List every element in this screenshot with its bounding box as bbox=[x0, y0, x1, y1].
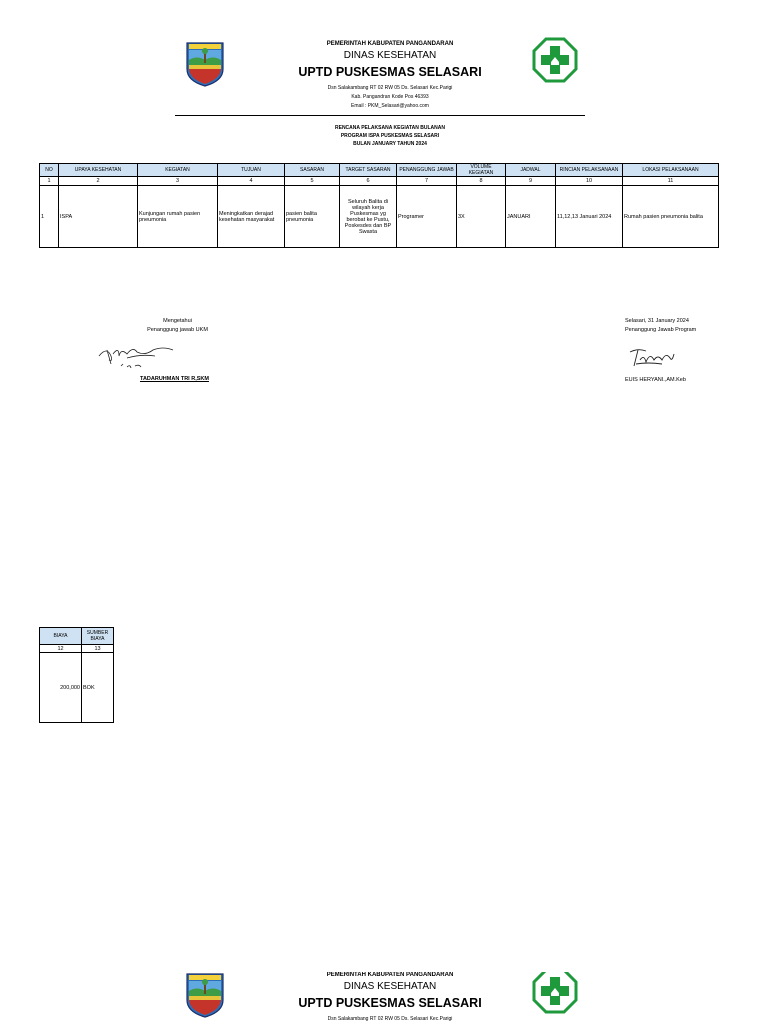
left-signer-name: TADARUHMAN TRI R,SKM bbox=[140, 376, 209, 382]
document-title-line-2: PROGRAM ISPA PUSKESMAS SELASARI bbox=[340, 133, 440, 139]
cell-lokasi: Rumah pasien pneumonia balita bbox=[623, 186, 719, 248]
cell-no: 1 bbox=[40, 186, 59, 248]
left-handwritten-signature bbox=[97, 342, 177, 372]
kabupaten-crest-icon bbox=[185, 972, 225, 1018]
header-kegiatan: KEGIATAN bbox=[138, 164, 218, 177]
table-row bbox=[40, 186, 719, 248]
column-number: 9 bbox=[506, 177, 556, 186]
column-number: 6 bbox=[340, 177, 397, 186]
column-number: 12 bbox=[40, 645, 82, 653]
right-signature-block bbox=[625, 317, 696, 335]
right-handwritten-signature bbox=[628, 346, 678, 370]
header-sumber-biaya: SUMBER BIAYA bbox=[82, 628, 114, 645]
email-line: Email : PKM_Selasari@yahoo.com bbox=[351, 103, 429, 109]
address-line: Dsn Salakambang RT 02 RW 05 Ds. Selasari Kec.Parigi bbox=[327, 1016, 453, 1022]
table-row bbox=[40, 653, 114, 723]
letterhead-page-2 bbox=[170, 972, 610, 1024]
column-number: 4 bbox=[218, 177, 285, 186]
header-sasaran: SASARAN bbox=[285, 164, 340, 177]
kabupaten-crest-icon bbox=[185, 41, 225, 87]
right-signature-line-2: Penanggung Jawab Program bbox=[625, 327, 697, 333]
header-volume: VOLUME KEGIATAN bbox=[457, 164, 506, 177]
header-pj: PENANGGUNG JAWAB bbox=[397, 164, 457, 177]
letterhead bbox=[170, 41, 610, 121]
left-signature-line-1: Mengetahui bbox=[163, 318, 192, 324]
document-title-line-1: RENCANA PELAKSANA KEGIATAN BULANAN bbox=[335, 125, 445, 131]
government-name: PEMERINTAH KABUPATEN PANGANDARAN bbox=[326, 41, 454, 47]
header-biaya: BIAYA bbox=[40, 628, 82, 645]
cell-biaya: 200,000 bbox=[40, 653, 82, 723]
department-name: DINAS KESEHATAN bbox=[343, 50, 437, 61]
column-number: 10 bbox=[556, 177, 623, 186]
column-number: 2 bbox=[59, 177, 138, 186]
left-signature-block bbox=[100, 317, 255, 335]
header-upaya: UPAYA KESEHATAN bbox=[59, 164, 138, 177]
header-lokasi: LOKASI PELAKSANAAN bbox=[623, 164, 719, 177]
cost-number-row bbox=[40, 645, 114, 653]
cell-target: Seluruh Balita di wilayah kerja Puskesmas yg berobat ke Pustu, Poskesdes dan BP Swasta bbox=[340, 186, 397, 248]
column-number: 1 bbox=[40, 177, 59, 186]
header-no: NO bbox=[40, 164, 59, 177]
header-jadwal: JADWAL bbox=[506, 164, 556, 177]
right-signature-line-1: Selasari, 31 January 2024 bbox=[625, 318, 689, 324]
cost-table bbox=[39, 627, 114, 723]
document-title-line-3: BULAN JANUARY TAHUN 2024 bbox=[353, 141, 427, 147]
address-line: Dsn Salakambang RT 02 RW 05 Ds. Selasari Kec.Parigi bbox=[327, 85, 453, 91]
activity-plan-table bbox=[39, 163, 719, 248]
puskesmas-logo-icon bbox=[532, 37, 578, 83]
cell-kegiatan: Kunjungan rumah pasien pneumonia bbox=[138, 186, 218, 248]
government-name: PEMERINTAH KABUPATEN PANGANDARAN bbox=[326, 972, 454, 978]
header-tujuan: TUJUAN bbox=[218, 164, 285, 177]
cell-tujuan: Meningkatkan derajad kesehatan masyarakat bbox=[218, 186, 285, 248]
cell-volume: 3X bbox=[457, 186, 506, 248]
puskesmas-name: UPTD PUSKESMAS SELASARI bbox=[298, 996, 482, 1010]
column-number-row bbox=[40, 177, 719, 186]
puskesmas-name: UPTD PUSKESMAS SELASARI bbox=[298, 65, 482, 79]
left-signature-line-2: Penanggung jawab UKM bbox=[147, 327, 208, 333]
header-target: TARGET SASARAN bbox=[340, 164, 397, 177]
header-rincian: RINCIAN PELAKSANAAN bbox=[556, 164, 623, 177]
column-number: 7 bbox=[397, 177, 457, 186]
puskesmas-logo-icon bbox=[532, 972, 578, 1014]
column-number: 13 bbox=[82, 645, 114, 653]
column-number: 5 bbox=[285, 177, 340, 186]
cell-sasaran: pasien balita pneumonia bbox=[285, 186, 340, 248]
cost-header-row bbox=[40, 628, 114, 645]
cell-jadwal: JANUARI bbox=[506, 186, 556, 248]
column-number: 8 bbox=[457, 177, 506, 186]
cell-rincian: 11,12,13 Januari 2024 bbox=[556, 186, 623, 248]
letterhead-divider bbox=[175, 115, 585, 116]
document-title bbox=[170, 124, 610, 148]
address-line-2: Kab. Pangandran Kode Pos 46393 bbox=[351, 94, 429, 100]
right-signer-name: EUIS HERYANI.,AM.Keb bbox=[625, 377, 686, 383]
column-number: 3 bbox=[138, 177, 218, 186]
department-name: DINAS KESEHATAN bbox=[343, 981, 437, 992]
table-header-row bbox=[40, 164, 719, 177]
column-number: 11 bbox=[623, 177, 719, 186]
cell-pj: Programer bbox=[397, 186, 457, 248]
cell-sumber-biaya: BOK bbox=[82, 653, 114, 723]
cell-upaya: ISPA bbox=[59, 186, 138, 248]
